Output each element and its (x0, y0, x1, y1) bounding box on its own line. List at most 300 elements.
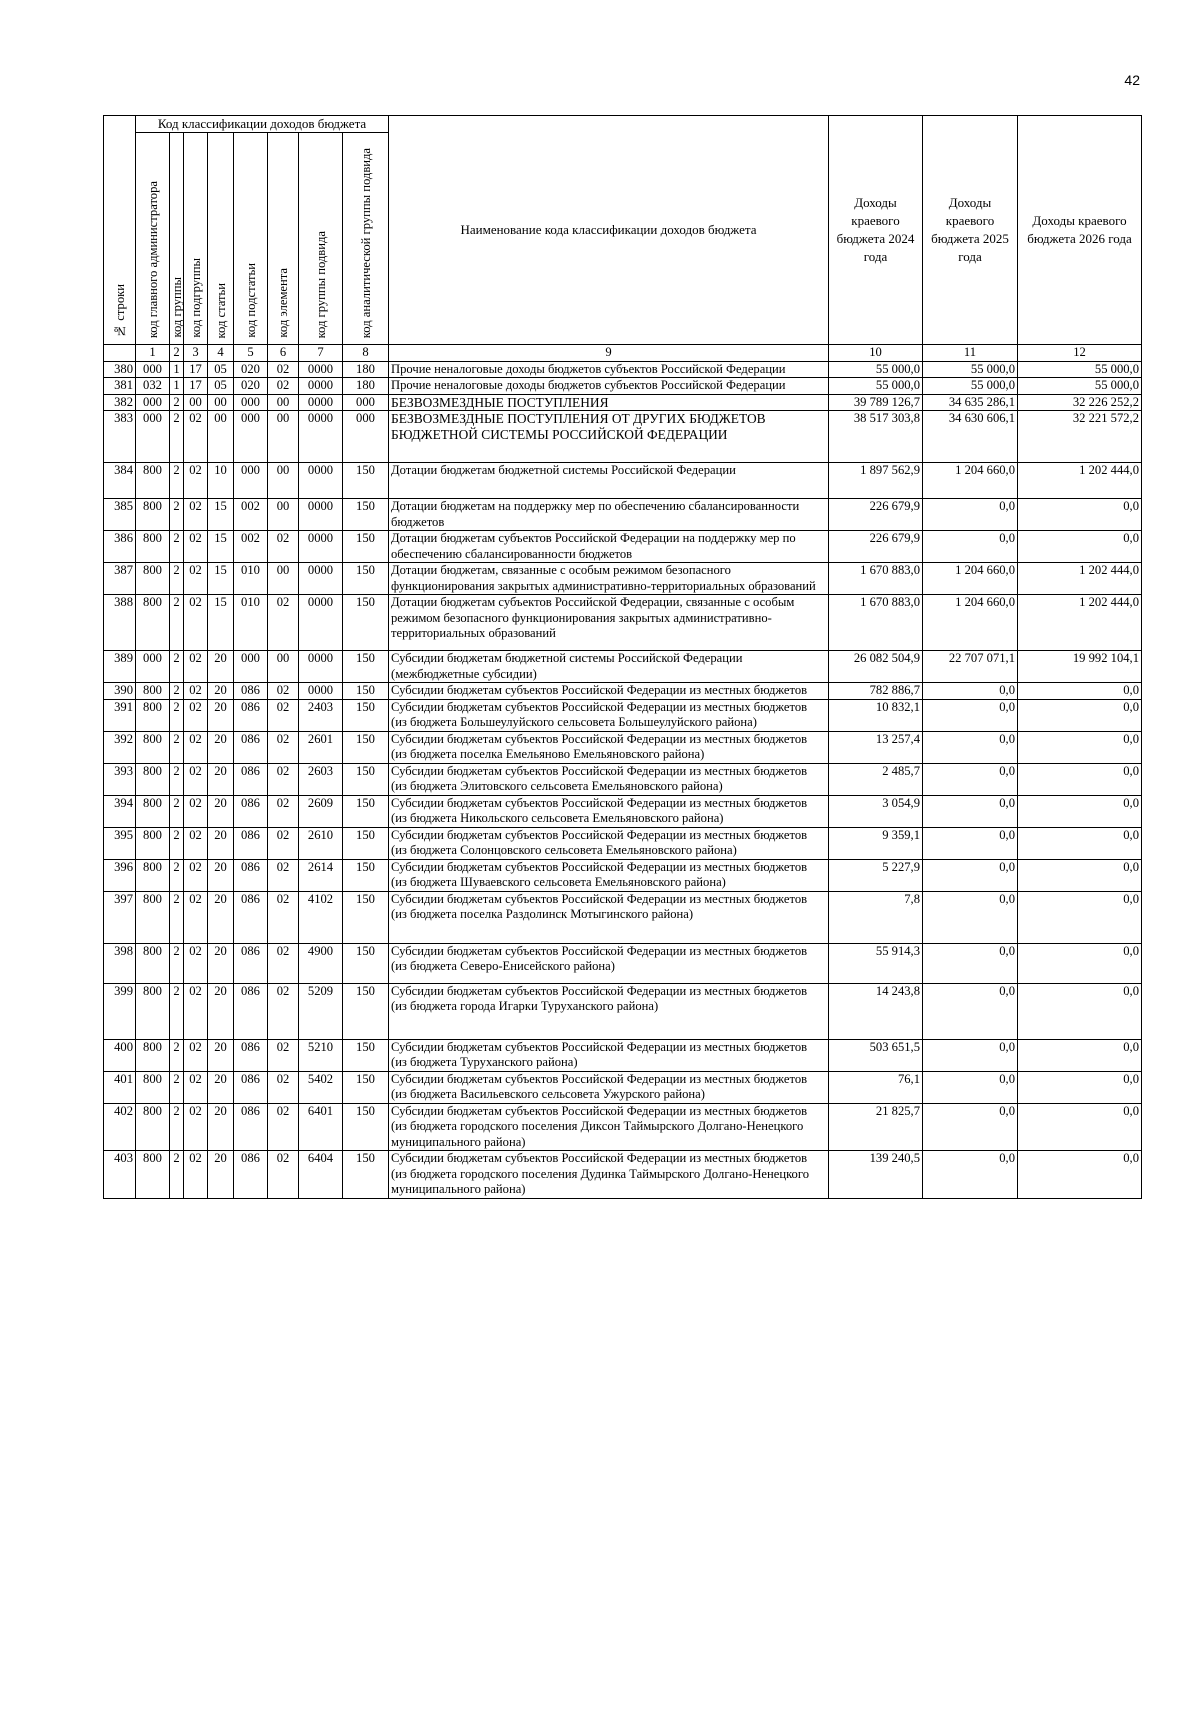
amount-cell: 0,0 (923, 1151, 1018, 1199)
page-number: 42 (1124, 72, 1140, 88)
code-cell: 086 (234, 1151, 268, 1199)
column-number-row (104, 345, 1142, 362)
code-cell: 20 (208, 683, 234, 700)
column-number: 2 (170, 345, 184, 362)
code-cell: 02 (268, 595, 299, 651)
revenue-name: Субсидии бюджетам субъектов Российской Федерации из местных бюджетов (из бюджета Никольского сельсовета Емельяновского района) (389, 795, 829, 827)
code-cell: 000 (234, 411, 268, 463)
row-number: 389 (104, 651, 136, 683)
row-number: 392 (104, 731, 136, 763)
code-cell: 2 (170, 983, 184, 1039)
code-cell: 4102 (299, 891, 343, 943)
code-cell: 086 (234, 859, 268, 891)
code-cell: 800 (136, 499, 170, 531)
row-number: 385 (104, 499, 136, 531)
code-cell: 150 (343, 1103, 389, 1151)
revenue-name: Субсидии бюджетам субъектов Российской Федерации из местных бюджетов (из бюджета Туруханского района) (389, 1039, 829, 1071)
amount-cell: 0,0 (1018, 983, 1142, 1039)
table-row (104, 683, 1142, 700)
code-cell: 20 (208, 699, 234, 731)
code-cell: 02 (268, 1071, 299, 1103)
amount-cell: 0,0 (1018, 763, 1142, 795)
code-cell: 2 (170, 1039, 184, 1071)
table-header (104, 116, 1142, 362)
row-number: 390 (104, 683, 136, 700)
row-number: 401 (104, 1071, 136, 1103)
code-cell: 20 (208, 1071, 234, 1103)
amount-cell: 22 707 071,1 (923, 651, 1018, 683)
row-number: 393 (104, 763, 136, 795)
code-cell: 2614 (299, 859, 343, 891)
code-cell: 02 (184, 731, 208, 763)
table-row (104, 499, 1142, 531)
row-number: 403 (104, 1151, 136, 1199)
revenue-name: Субсидии бюджетам субъектов Российской Федерации из местных бюджетов (из бюджета Солонцовского сельсовета Емельяновского района) (389, 827, 829, 859)
revenue-name: Дотации бюджетам субъектов Российской Федерации на поддержку мер по обеспечению сбалансированности бюджетов (389, 531, 829, 563)
row-number: 384 (104, 463, 136, 499)
amount-cell: 55 914,3 (829, 943, 923, 983)
code-cell: 02 (184, 891, 208, 943)
code-cell: 000 (343, 411, 389, 463)
header-year-2026: Доходы краевого бюджета 2026 года (1018, 116, 1142, 345)
code-cell: 032 (136, 378, 170, 395)
revenue-name: Субсидии бюджетам субъектов Российской Федерации из местных бюджетов (из бюджета городского поселения Диксон Таймырского Долгано-Ненецкого муниципального района) (389, 1103, 829, 1151)
code-cell: 150 (343, 859, 389, 891)
code-cell: 02 (184, 499, 208, 531)
amount-cell: 0,0 (923, 731, 1018, 763)
table-row (104, 563, 1142, 595)
code-cell: 086 (234, 763, 268, 795)
code-cell: 800 (136, 699, 170, 731)
amount-cell: 0,0 (923, 699, 1018, 731)
table-row (104, 378, 1142, 395)
code-cell: 2 (170, 795, 184, 827)
amount-cell: 55 000,0 (1018, 361, 1142, 378)
code-cell: 180 (343, 378, 389, 395)
code-cell: 0000 (299, 463, 343, 499)
code-cell: 17 (184, 361, 208, 378)
code-cell: 1 (170, 378, 184, 395)
code-cell: 2 (170, 1103, 184, 1151)
table-body (104, 361, 1142, 1198)
code-cell: 02 (184, 763, 208, 795)
code-cell: 00 (268, 463, 299, 499)
code-cell: 086 (234, 1071, 268, 1103)
code-cell: 800 (136, 795, 170, 827)
code-cell: 02 (268, 731, 299, 763)
code-cell: 2 (170, 943, 184, 983)
code-cell: 4900 (299, 943, 343, 983)
column-number: 10 (829, 345, 923, 362)
amount-cell: 0,0 (1018, 943, 1142, 983)
code-cell: 02 (268, 983, 299, 1039)
column-number: 8 (343, 345, 389, 362)
code-cell: 02 (184, 943, 208, 983)
amount-cell: 139 240,5 (829, 1151, 923, 1199)
code-cell: 800 (136, 983, 170, 1039)
code-cell: 150 (343, 983, 389, 1039)
amount-cell: 1 670 883,0 (829, 595, 923, 651)
amount-cell: 1 202 444,0 (1018, 463, 1142, 499)
amount-cell: 1 202 444,0 (1018, 563, 1142, 595)
amount-cell: 0,0 (1018, 531, 1142, 563)
code-cell: 02 (268, 361, 299, 378)
amount-cell: 9 359,1 (829, 827, 923, 859)
code-cell: 2 (170, 595, 184, 651)
amount-cell: 0,0 (923, 499, 1018, 531)
code-cell: 150 (343, 699, 389, 731)
amount-cell: 10 832,1 (829, 699, 923, 731)
amount-cell: 39 789 126,7 (829, 394, 923, 411)
amount-cell: 3 054,9 (829, 795, 923, 827)
amount-cell: 32 221 572,2 (1018, 411, 1142, 463)
amount-cell: 7,8 (829, 891, 923, 943)
code-cell: 6401 (299, 1103, 343, 1151)
row-number: 386 (104, 531, 136, 563)
code-cell: 800 (136, 763, 170, 795)
row-number: 402 (104, 1103, 136, 1151)
code-cell: 02 (268, 531, 299, 563)
amount-cell: 0,0 (1018, 891, 1142, 943)
amount-cell: 0,0 (923, 1039, 1018, 1071)
row-number: 380 (104, 361, 136, 378)
code-cell: 086 (234, 731, 268, 763)
amount-cell: 26 082 504,9 (829, 651, 923, 683)
amount-cell: 0,0 (1018, 731, 1142, 763)
code-cell: 02 (268, 943, 299, 983)
code-cell: 02 (268, 1151, 299, 1199)
row-number: 399 (104, 983, 136, 1039)
code-cell: 150 (343, 731, 389, 763)
amount-cell: 0,0 (1018, 683, 1142, 700)
amount-cell: 55 000,0 (923, 378, 1018, 395)
code-cell: 02 (268, 859, 299, 891)
table-row (104, 1151, 1142, 1199)
amount-cell: 21 825,7 (829, 1103, 923, 1151)
amount-cell: 0,0 (923, 943, 1018, 983)
code-cell: 150 (343, 763, 389, 795)
row-number: 391 (104, 699, 136, 731)
code-cell: 150 (343, 531, 389, 563)
code-cell: 020 (234, 361, 268, 378)
code-cell: 150 (343, 499, 389, 531)
code-cell: 02 (184, 463, 208, 499)
code-cell: 086 (234, 699, 268, 731)
table-row (104, 1071, 1142, 1103)
code-cell: 150 (343, 891, 389, 943)
code-cell: 150 (343, 1151, 389, 1199)
code-cell: 2 (170, 891, 184, 943)
code-cell: 800 (136, 1039, 170, 1071)
code-cell: 00 (184, 394, 208, 411)
table-row (104, 394, 1142, 411)
table-row (104, 983, 1142, 1039)
header-code-column: код аналитической группы подвида (343, 133, 389, 345)
code-cell: 800 (136, 891, 170, 943)
code-cell: 000 (136, 394, 170, 411)
code-cell: 02 (184, 531, 208, 563)
code-cell: 02 (184, 1039, 208, 1071)
amount-cell: 38 517 303,8 (829, 411, 923, 463)
table-row (104, 1103, 1142, 1151)
code-cell: 800 (136, 1151, 170, 1199)
revenue-name: Дотации бюджетам на поддержку мер по обеспечению сбалансированности бюджетов (389, 499, 829, 531)
row-number: 382 (104, 394, 136, 411)
code-cell: 2609 (299, 795, 343, 827)
code-cell: 00 (268, 499, 299, 531)
header-code-column: код главного администратора (136, 133, 170, 345)
table-row (104, 731, 1142, 763)
code-cell: 2 (170, 394, 184, 411)
code-cell: 000 (234, 394, 268, 411)
amount-cell: 0,0 (1018, 1039, 1142, 1071)
column-number: 4 (208, 345, 234, 362)
column-number: 9 (389, 345, 829, 362)
row-number: 400 (104, 1039, 136, 1071)
amount-cell: 55 000,0 (829, 361, 923, 378)
revenue-name: Субсидии бюджетам субъектов Российской Федерации из местных бюджетов (из бюджета Северо-Енисейского района) (389, 943, 829, 983)
revenue-name: Прочие неналоговые доходы бюджетов субъектов Российской Федерации (389, 361, 829, 378)
code-cell: 002 (234, 499, 268, 531)
amount-cell: 1 897 562,9 (829, 463, 923, 499)
amount-cell: 32 226 252,2 (1018, 394, 1142, 411)
code-cell: 2603 (299, 763, 343, 795)
amount-cell: 19 992 104,1 (1018, 651, 1142, 683)
amount-cell: 1 670 883,0 (829, 563, 923, 595)
code-cell: 020 (234, 378, 268, 395)
amount-cell: 0,0 (1018, 859, 1142, 891)
code-cell: 20 (208, 651, 234, 683)
code-cell: 086 (234, 1039, 268, 1071)
code-cell: 00 (268, 394, 299, 411)
code-cell: 800 (136, 943, 170, 983)
table-row (104, 891, 1142, 943)
code-cell: 2 (170, 1151, 184, 1199)
code-cell: 02 (184, 651, 208, 683)
row-number: 394 (104, 795, 136, 827)
code-cell: 000 (343, 394, 389, 411)
code-cell: 2 (170, 683, 184, 700)
column-number: 7 (299, 345, 343, 362)
code-cell: 20 (208, 731, 234, 763)
table-row (104, 1039, 1142, 1071)
revenue-name: Субсидии бюджетам субъектов Российской Федерации из местных бюджетов (из бюджета Большеулуйского сельсовета Большеулуйского района) (389, 699, 829, 731)
code-cell: 20 (208, 827, 234, 859)
code-cell: 20 (208, 891, 234, 943)
table-row (104, 595, 1142, 651)
code-cell: 00 (268, 563, 299, 595)
revenue-name: Дотации бюджетам субъектов Российской Федерации, связанные с особым режимом безопасного функционирования закрытых административно-территориальных образований (389, 595, 829, 651)
header-year-2025: Доходы краевого бюджета 2025 года (923, 116, 1018, 345)
code-cell: 150 (343, 683, 389, 700)
code-cell: 150 (343, 463, 389, 499)
column-number: 12 (1018, 345, 1142, 362)
code-cell: 02 (184, 1071, 208, 1103)
code-cell: 00 (268, 411, 299, 463)
amount-cell: 226 679,9 (829, 531, 923, 563)
code-cell: 150 (343, 943, 389, 983)
code-cell: 15 (208, 595, 234, 651)
row-number: 396 (104, 859, 136, 891)
amount-cell: 0,0 (923, 983, 1018, 1039)
code-cell: 02 (184, 563, 208, 595)
code-cell: 800 (136, 1103, 170, 1151)
amount-cell: 76,1 (829, 1071, 923, 1103)
amount-cell: 14 243,8 (829, 983, 923, 1039)
code-cell: 15 (208, 499, 234, 531)
code-cell: 2 (170, 763, 184, 795)
code-cell: 0000 (299, 651, 343, 683)
code-cell: 800 (136, 595, 170, 651)
code-cell: 0000 (299, 595, 343, 651)
code-cell: 6404 (299, 1151, 343, 1199)
row-number: 395 (104, 827, 136, 859)
row-number: 398 (104, 943, 136, 983)
code-cell: 2 (170, 411, 184, 463)
code-cell: 5402 (299, 1071, 343, 1103)
code-cell: 0000 (299, 361, 343, 378)
revenue-name: Прочие неналоговые доходы бюджетов субъектов Российской Федерации (389, 378, 829, 395)
code-cell: 2601 (299, 731, 343, 763)
amount-cell: 0,0 (1018, 499, 1142, 531)
amount-cell: 34 630 606,1 (923, 411, 1018, 463)
code-cell: 02 (184, 827, 208, 859)
amount-cell: 0,0 (923, 859, 1018, 891)
code-cell: 2 (170, 859, 184, 891)
table-row (104, 943, 1142, 983)
amount-cell: 13 257,4 (829, 731, 923, 763)
amount-cell: 226 679,9 (829, 499, 923, 531)
code-cell: 2 (170, 827, 184, 859)
header-name: Наименование кода классификации доходов бюджета (389, 116, 829, 345)
amount-cell: 1 204 660,0 (923, 463, 1018, 499)
code-cell: 800 (136, 859, 170, 891)
code-cell: 20 (208, 1039, 234, 1071)
amount-cell: 55 000,0 (1018, 378, 1142, 395)
code-cell: 02 (268, 827, 299, 859)
code-cell: 17 (184, 378, 208, 395)
code-cell: 010 (234, 595, 268, 651)
code-cell: 0000 (299, 411, 343, 463)
code-cell: 800 (136, 827, 170, 859)
amount-cell: 0,0 (923, 683, 1018, 700)
row-number: 381 (104, 378, 136, 395)
code-cell: 2610 (299, 827, 343, 859)
header-code-column: код статьи (208, 133, 234, 345)
code-cell: 0000 (299, 499, 343, 531)
row-number: 397 (104, 891, 136, 943)
column-number: 3 (184, 345, 208, 362)
revenue-name: Субсидии бюджетам субъектов Российской Федерации из местных бюджетов (из бюджета поселка Емельяново Емельяновского района) (389, 731, 829, 763)
code-cell: 00 (208, 394, 234, 411)
code-cell: 2403 (299, 699, 343, 731)
table-row (104, 411, 1142, 463)
code-cell: 800 (136, 563, 170, 595)
code-cell: 20 (208, 983, 234, 1039)
amount-cell: 0,0 (923, 827, 1018, 859)
code-cell: 150 (343, 827, 389, 859)
code-cell: 000 (136, 411, 170, 463)
amount-cell: 0,0 (1018, 699, 1142, 731)
code-cell: 02 (184, 683, 208, 700)
row-number: 387 (104, 563, 136, 595)
revenue-name: Субсидии бюджетам субъектов Российской Федерации из местных бюджетов (из бюджета городского поселения Дудинка Таймырского Долгано-Ненецкого муниципального района) (389, 1151, 829, 1199)
code-cell: 150 (343, 595, 389, 651)
code-cell: 150 (343, 563, 389, 595)
code-cell: 010 (234, 563, 268, 595)
column-number: 6 (268, 345, 299, 362)
amount-cell: 782 886,7 (829, 683, 923, 700)
code-cell: 800 (136, 531, 170, 563)
code-cell: 000 (136, 651, 170, 683)
header-code-group: Код классификации доходов бюджета (136, 116, 389, 133)
table-row (104, 531, 1142, 563)
revenue-name: Дотации бюджетам бюджетной системы Российской Федерации (389, 463, 829, 499)
code-cell: 2 (170, 699, 184, 731)
code-cell: 150 (343, 651, 389, 683)
code-cell: 000 (136, 361, 170, 378)
header-code-column: код группы (170, 133, 184, 345)
amount-cell: 1 202 444,0 (1018, 595, 1142, 651)
revenue-name: Дотации бюджетам, связанные с особым режимом безопасного функционирования закрытых административно-территориальных образований (389, 563, 829, 595)
column-number-empty (104, 345, 136, 362)
amount-cell: 55 000,0 (829, 378, 923, 395)
code-cell: 02 (268, 891, 299, 943)
column-number: 5 (234, 345, 268, 362)
amount-cell: 5 227,9 (829, 859, 923, 891)
amount-cell: 2 485,7 (829, 763, 923, 795)
code-cell: 02 (268, 1039, 299, 1071)
code-cell: 150 (343, 1039, 389, 1071)
amount-cell: 0,0 (923, 795, 1018, 827)
code-cell: 800 (136, 1071, 170, 1103)
code-cell: 02 (184, 411, 208, 463)
code-cell: 02 (184, 859, 208, 891)
code-cell: 2 (170, 463, 184, 499)
code-cell: 20 (208, 795, 234, 827)
code-cell: 086 (234, 683, 268, 700)
revenue-name: БЕЗВОЗМЕЗДНЫЕ ПОСТУПЛЕНИЯ (389, 394, 829, 411)
code-cell: 20 (208, 859, 234, 891)
amount-cell: 0,0 (1018, 1071, 1142, 1103)
code-cell: 00 (268, 651, 299, 683)
code-cell: 086 (234, 1103, 268, 1151)
revenue-name: Субсидии бюджетам субъектов Российской Федерации из местных бюджетов (из бюджета города Игарки Туруханского района) (389, 983, 829, 1039)
code-cell: 180 (343, 361, 389, 378)
amount-cell: 0,0 (1018, 795, 1142, 827)
code-cell: 5210 (299, 1039, 343, 1071)
amount-cell: 34 635 286,1 (923, 394, 1018, 411)
code-cell: 02 (268, 1103, 299, 1151)
code-cell: 20 (208, 1103, 234, 1151)
column-number: 1 (136, 345, 170, 362)
table-row (104, 827, 1142, 859)
code-cell: 150 (343, 795, 389, 827)
code-cell: 002 (234, 531, 268, 563)
code-cell: 086 (234, 943, 268, 983)
code-cell: 2 (170, 563, 184, 595)
revenue-name: Субсидии бюджетам субъектов Российской Федерации из местных бюджетов (из бюджета Элитовского сельсовета Емельяновского района) (389, 763, 829, 795)
code-cell: 086 (234, 983, 268, 1039)
column-number: 11 (923, 345, 1018, 362)
amount-cell: 0,0 (923, 891, 1018, 943)
revenue-name: Субсидии бюджетам бюджетной системы Российской Федерации (межбюджетные субсидии) (389, 651, 829, 683)
code-cell: 10 (208, 463, 234, 499)
code-cell: 2 (170, 651, 184, 683)
amount-cell: 503 651,5 (829, 1039, 923, 1071)
code-cell: 02 (268, 699, 299, 731)
code-cell: 000 (234, 463, 268, 499)
